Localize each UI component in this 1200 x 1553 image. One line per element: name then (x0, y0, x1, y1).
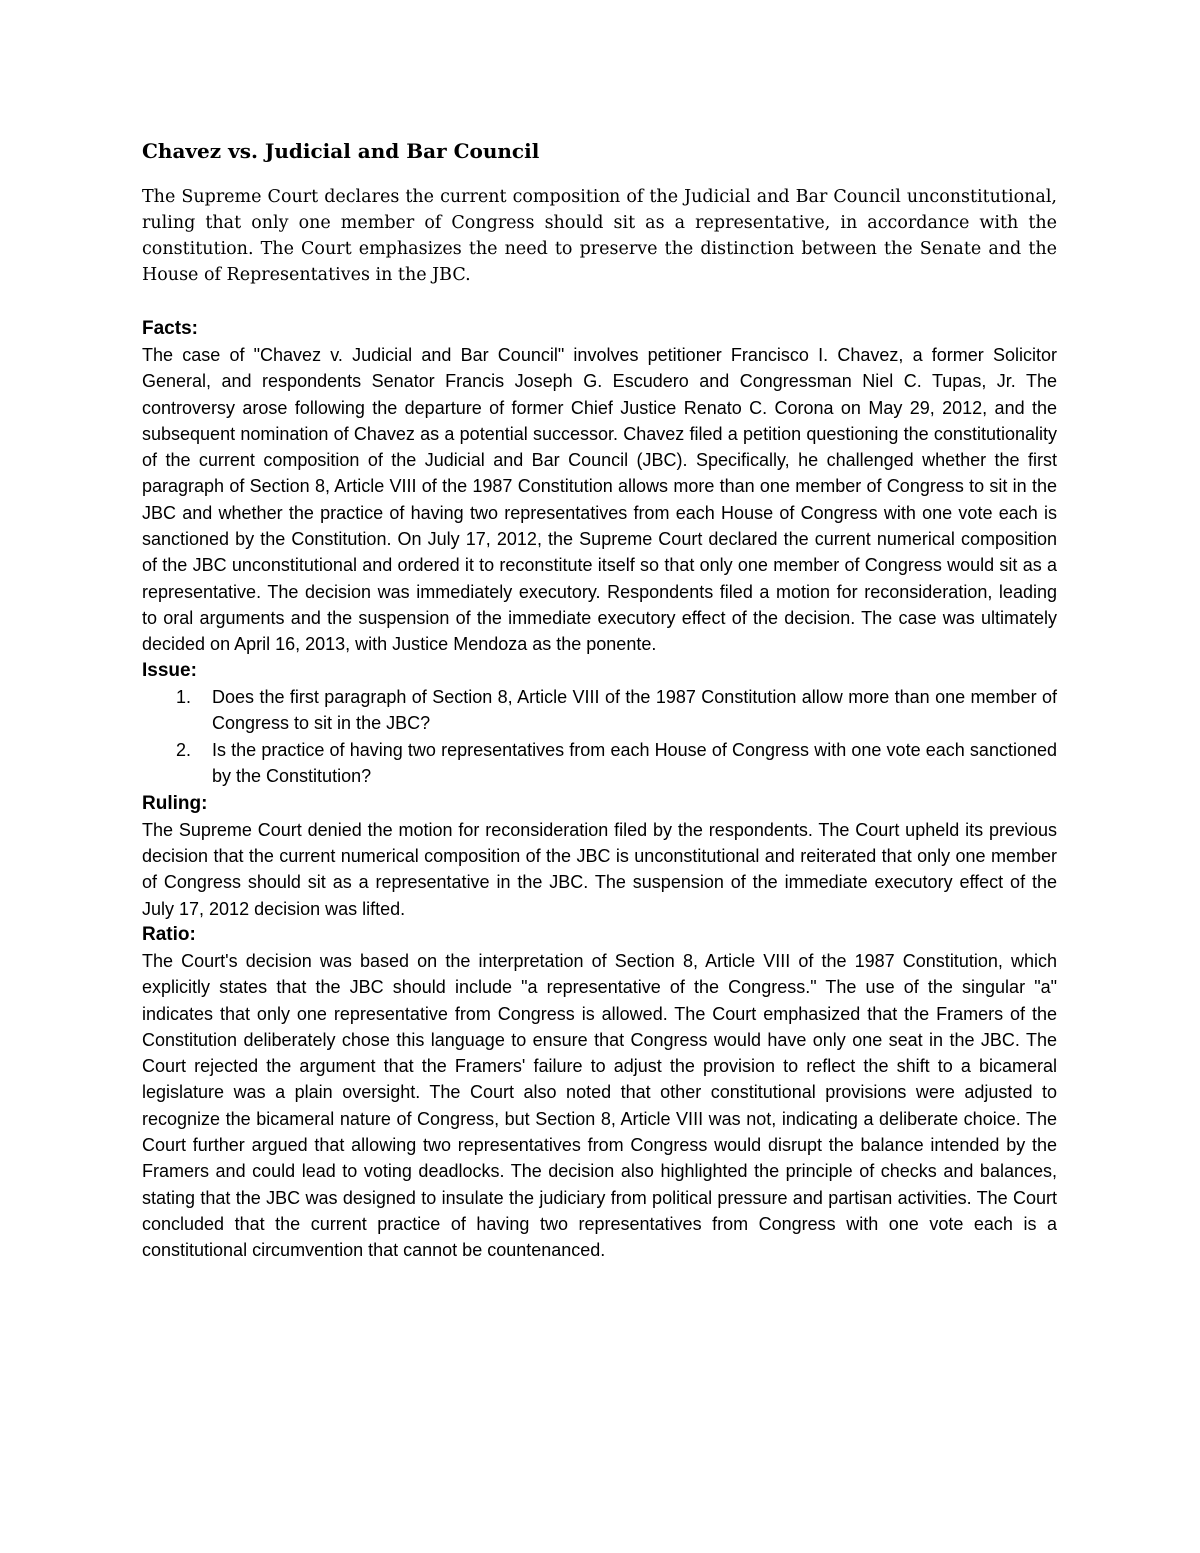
facts-text: The case of "Chavez v. Judicial and Bar Council" involves petitioner Francisco I. Chavez, a former Solicitor General, and respondents Senator Francis Joseph G. Escudero and Congressman Niel C. Tupas, Jr. The controversy arose following the departure of former Chief Justice Renato C. Corona on May 29, 2012, and the subsequent nomination of Chavez as a potential successor. Chavez filed a petition questioning the constitutionality of the current composition of the Judicial and Bar Council (JBC). Specifically, he challenged whether the first paragraph of Section 8, Article VIII of the 1987 Constitution allows more than one member of Congress to sit in the JBC and whether the practice of having two representatives from each House of Congress with one vote each is sanctioned by the Constitution. On July 17, 2012, the Supreme Court declared the current numerical composition of the JBC unconstitutional and ordered it to reconstitute itself so that only one member of Congress would sit as a representative. The decision was immediately executory. Respondents filed a motion for reconsideration, leading to oral arguments and the suspension of the immediate executory effect of the decision. The case was ultimately decided on April 16, 2013, with Justice Mendoza as the ponente. (142, 345, 1057, 655)
issue-number: 1. (176, 686, 192, 707)
facts-section (142, 316, 1057, 658)
case-summary: The Supreme Court declares the current composition of the Judicial and Bar Council unconstitutional, ruling that only one member of Congress should sit as a representative, in accordance with the constitution. The Court emphasizes the need to preserve the distinction between the Senate and the House of Representatives in the JBC. (142, 187, 1057, 285)
issue-text: Is the practice of having two representatives from each House of Congress with one vote each sanctioned by the Constitution? (212, 740, 1057, 787)
issue-section (142, 658, 1057, 790)
facts-heading: Facts: (142, 318, 198, 339)
issue-list (142, 684, 1057, 790)
issue-number: 2. (176, 740, 192, 761)
ruling-text: The Supreme Court denied the motion for reconsideration filed by the respondents. The Court upheld its previous decision that the current numerical composition of the JBC is unconstitutional and reiterated that only one member of Congress should sit as a representative in the JBC. The suspension of the immediate executory effect of the July 17, 2012 decision was lifted. (142, 819, 1057, 919)
issue-heading: Issue: (142, 659, 197, 681)
issue-item (142, 737, 1057, 790)
document-title: Chavez vs. Judicial and Bar Council (142, 139, 540, 163)
ratio-heading: Ratio: (142, 923, 196, 945)
ruling-section (142, 791, 1057, 922)
ratio-text: The Court's decision was based on the interpretation of Section 8, Article VIII of the 1987 Constitution, which explicitly states that the JBC should include "a representative of the Congress." The use of the singular "a" indicates that only one representative from Congress is allowed. The Court emphasized that the Framers of the Constitution deliberately chose this language to ensure that Congress would have only one seat in the JBC. The Court rejected the argument that the Framers' failure to adjust the provision to reflect the shift to a bicameral legislature was a plain oversight. The Court also noted that other constitutional provisions were adjusted to recognize the bicameral nature of Congress, but Section 8, Article VIII was not, indicating a deliberate choice. The Court further argued that allowing two representatives from Congress would disrupt the balance intended by the Framers and could lead to voting deadlocks. The decision also highlighted the principle of checks and balances, stating that the JBC was designed to insulate the judiciary from political pressure and partisan activities. The Court concluded that the current practice of having two representatives from Congress with one vote each is a constitutional circumvention that cannot be countenanced. (142, 950, 1057, 1261)
ratio-section (142, 922, 1057, 1264)
document-page (142, 138, 1057, 1264)
ruling-heading: Ruling: (142, 792, 208, 814)
issue-text: Does the first paragraph of Section 8, Article VIII of the 1987 Constitution allow more than one member of Congress to sit in the JBC? (212, 686, 1057, 733)
issue-item (142, 684, 1057, 737)
